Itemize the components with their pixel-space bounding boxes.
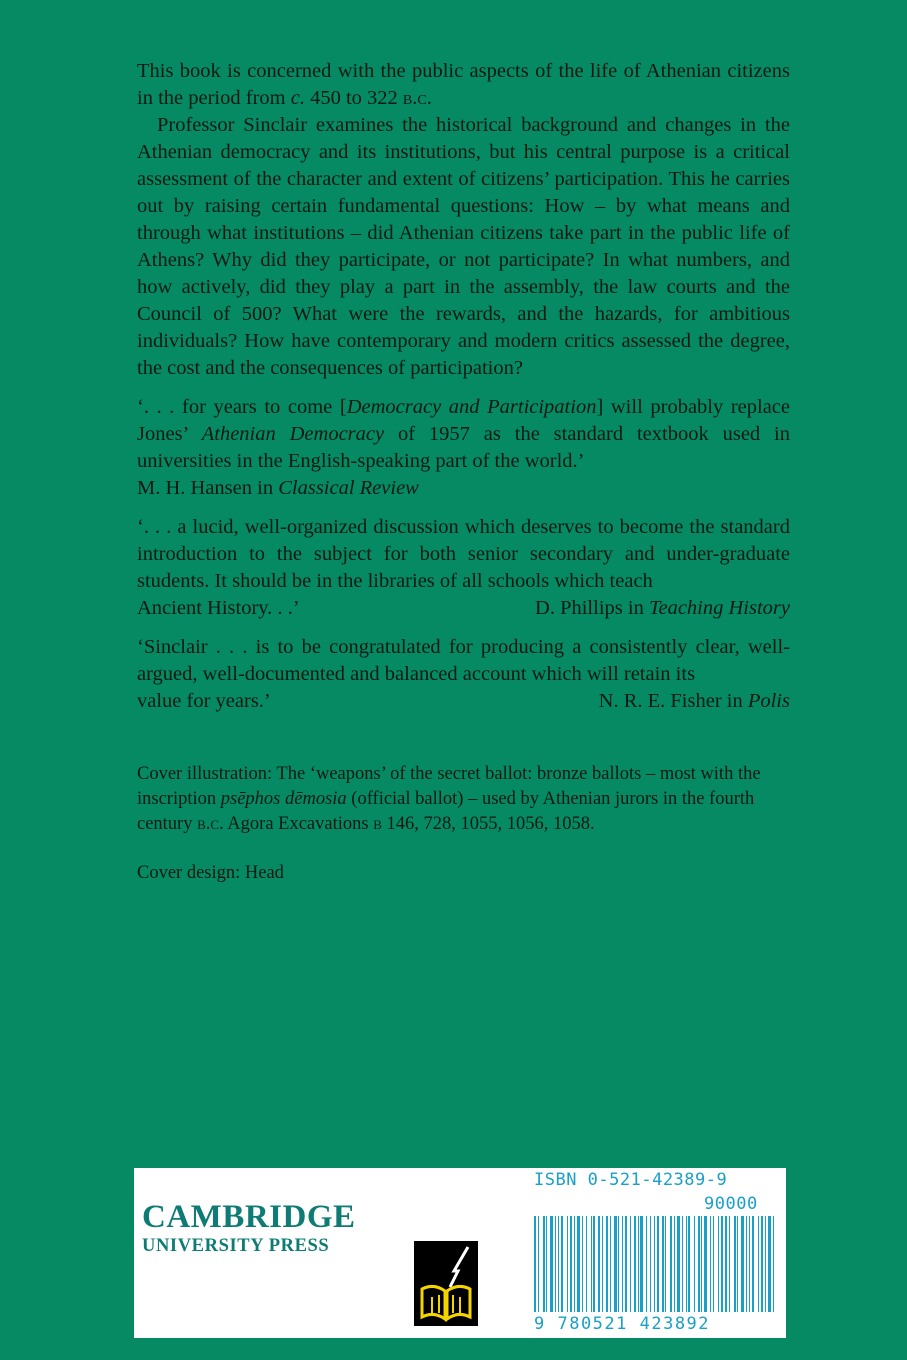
barcode-bar <box>713 1216 714 1312</box>
review-attribution-1: M. H. Hansen in Classical Review <box>137 477 419 499</box>
barcode-bar <box>586 1216 587 1312</box>
barcode-bar <box>625 1216 627 1312</box>
barcode-bar <box>638 1216 639 1312</box>
barcode-bar <box>765 1216 766 1312</box>
isbn-label: ISBN 0-521-42389-9 <box>534 1170 728 1190</box>
barcode-bar <box>582 1216 583 1312</box>
barcode-bar <box>622 1216 623 1312</box>
barcode-bar <box>674 1216 675 1312</box>
barcode-bar <box>654 1216 655 1312</box>
barcode-bar <box>746 1216 747 1312</box>
barcode-bar <box>677 1216 680 1312</box>
barcode-bar <box>725 1216 727 1312</box>
intro-paragraph: This book is concerned with the public aspects of the life of Athenian citizens in the period from c. 450 to 322 b.c. <box>137 60 790 109</box>
description-paragraph: Professor Sinclair examines the historical background and changes in the Athenian democracy and its institutions, but his central purpose is a critical assessment of the character and extent of citizens’ participation. This he carries out by raising certain fundamental questions: How – by what means and through what institutions – did Athenian citizens take part in the public life of Athens? Why did they participate, or not participate? In what numbers, and how actively, did they play a part in the assembly, the law courts and the Council of 500? What were the rewards, and the hazards, for ambitious individuals? How have contemporary and modern critics assessed the degree, the cost and the consequences of participation? <box>137 114 790 379</box>
barcode-bar <box>555 1216 556 1312</box>
barcode-bar <box>694 1216 695 1312</box>
barcode-bar <box>598 1216 600 1312</box>
barcode-bar <box>737 1216 738 1312</box>
barcode-bar <box>729 1216 730 1312</box>
barcode-bar <box>550 1216 553 1312</box>
price-code: 90000 <box>704 1194 758 1214</box>
barcode-bar <box>606 1216 608 1312</box>
barcode-bar <box>682 1216 683 1312</box>
review-attribution-3: N. R. E. Fisher in Polis <box>598 690 790 712</box>
barcode-bar <box>773 1216 774 1312</box>
barcode-bar <box>591 1216 592 1312</box>
review-quote-1: ‘. . . for years to come [Democracy and Participation] will probably replace Jones’ Athenian Democracy of 1957 as the standard textbook used in universities in the English-speaking part of the world.’ <box>137 396 790 472</box>
barcode-bar <box>710 1216 711 1312</box>
barcode-bar <box>665 1216 666 1312</box>
barcode-bar <box>721 1216 723 1312</box>
barcode-bar <box>574 1216 575 1312</box>
barcode-bar <box>646 1216 647 1312</box>
barcode-bar <box>634 1216 636 1312</box>
barcode-bar <box>614 1216 617 1312</box>
barcode-bar <box>758 1216 759 1312</box>
barcode-bar <box>543 1216 545 1312</box>
barcode-bar <box>704 1216 707 1312</box>
barcode-bar <box>734 1216 736 1312</box>
barcode-bar <box>577 1216 580 1312</box>
barcode-bar <box>558 1216 559 1312</box>
book-emblem-icon <box>414 1241 478 1326</box>
barcode-bar <box>538 1216 539 1312</box>
barcode-bar <box>741 1216 744 1312</box>
barcode-bar <box>567 1216 568 1312</box>
ean-digits: 9 780521 423892 <box>534 1314 711 1334</box>
barcode-bar <box>546 1216 547 1312</box>
barcode-bar <box>698 1216 700 1312</box>
barcode-bar <box>561 1216 563 1312</box>
barcode-bar <box>688 1216 690 1312</box>
review-quote-3-end: value for years.’ N. R. E. Fisher in Polis <box>137 688 790 715</box>
barcode-bar <box>640 1216 643 1312</box>
barcode-bar <box>593 1216 595 1312</box>
barcode-bar <box>570 1216 572 1312</box>
cover-illustration-caption: Cover illustration: The ‘weapons’ of the secret ballot: bronze ballots – most with the inscription psēphos dēmosia (official ballot) – used by Athenian jurors in the fourth century b.c. Agora Excavations b 146, 728, 1055, 1056, 1058. <box>137 764 761 834</box>
publisher-barcode-panel <box>134 1168 786 1338</box>
review-quote-2-end: Ancient History. . .’ D. Phillips in Teaching History <box>137 595 790 622</box>
barcode-bar <box>650 1216 651 1312</box>
publisher-logo: CAMBRIDGE UNIVERSITY PRESS <box>142 1199 356 1256</box>
barcode-bar <box>761 1216 763 1312</box>
barcode-bar <box>718 1216 719 1312</box>
barcode-bar <box>662 1216 664 1312</box>
barcode-bar <box>752 1216 754 1312</box>
barcode-bar <box>670 1216 672 1312</box>
cover-design-credit: Cover design: Head <box>137 863 284 883</box>
review-quote-3: ‘Sinclair . . . is to be congratulated for producing a consistently clear, well-argued, well-documented and balanced account which will retain its <box>137 636 790 685</box>
barcode-bar <box>657 1216 659 1312</box>
back-cover-blurb <box>137 58 790 715</box>
review-attribution-2: D. Phillips in Teaching History <box>535 597 790 619</box>
barcode-bar <box>602 1216 603 1312</box>
barcode-bar <box>701 1216 702 1312</box>
barcode <box>534 1216 779 1312</box>
barcode-bar <box>534 1216 536 1312</box>
barcode-bar <box>686 1216 687 1312</box>
barcode-bar <box>768 1216 771 1312</box>
barcode-bar <box>749 1216 750 1312</box>
barcode-bar <box>610 1216 611 1312</box>
review-quote-2: ‘. . . a lucid, well-organized discussion which deserves to become the standard introduction to the subject for both senior secondary and under-graduate students. It should be in the libraries of all schools which teach <box>137 516 790 592</box>
barcode-bar <box>618 1216 619 1312</box>
barcode-bar <box>630 1216 631 1312</box>
